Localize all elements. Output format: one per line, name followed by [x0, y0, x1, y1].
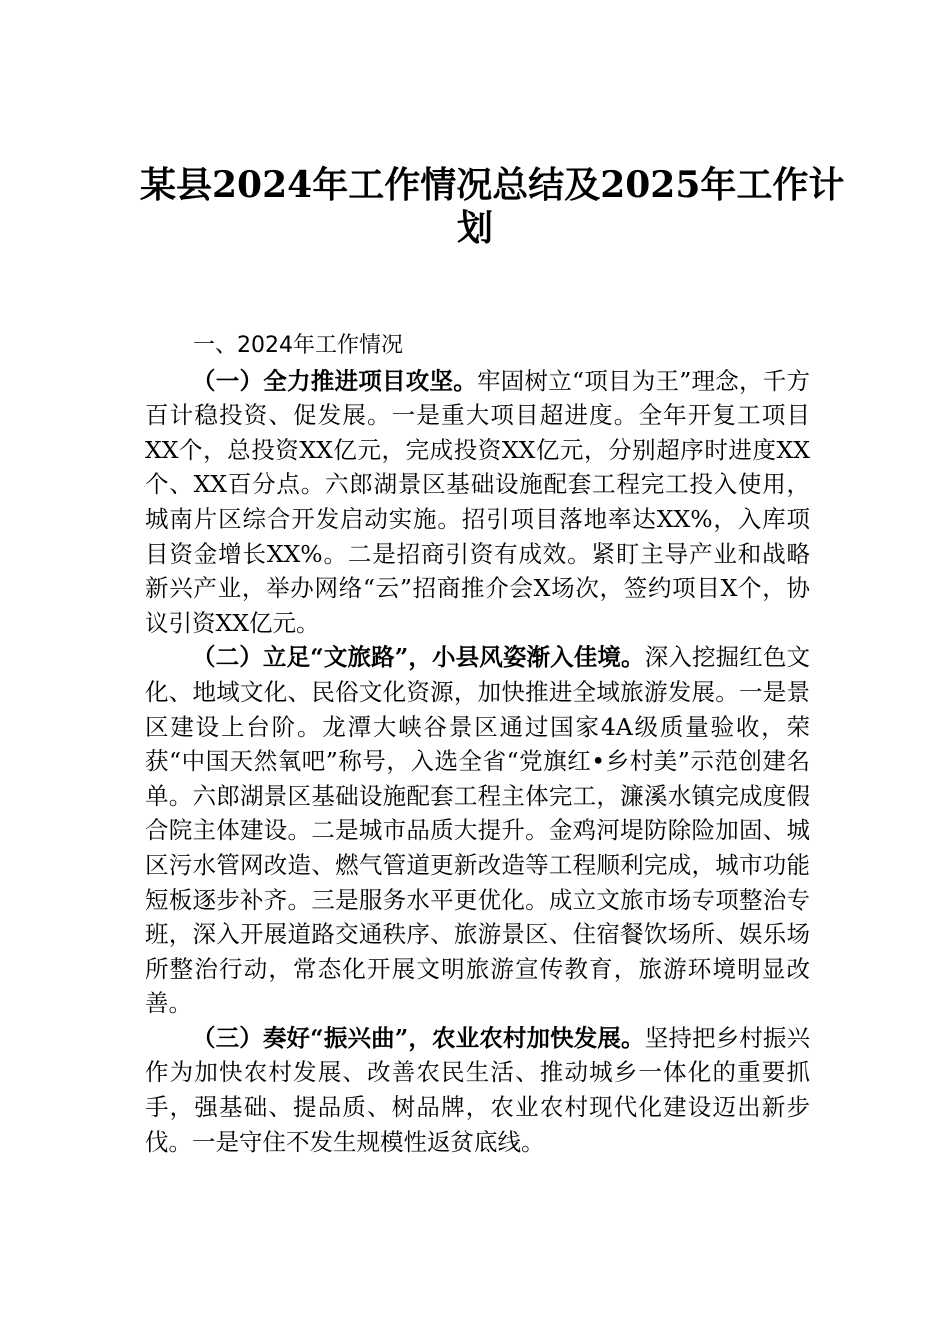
- paragraph-2-lead: （二）立足“文旅路”，小县风姿渐入佳境。: [192, 643, 645, 672]
- document-title-line-2: 划: [456, 207, 493, 249]
- paragraph-3-body: 坚持把乡村振兴作为加快农村发展、改善农民生活、推动城乡一体化的重要抓手，强基础、提品质、树品牌，农业农村现代化建设迈出新步伐。一是守住不发生规模性返贫底线。: [145, 1023, 810, 1156]
- section-heading: 一、2024年工作情况: [193, 333, 403, 358]
- paragraph-2: [145, 640, 810, 1021]
- document-body: [145, 329, 810, 1159]
- paragraph-1-lead: （一）全力推进项目攻坚。: [192, 366, 477, 395]
- paragraph-1-body: 牢固树立“项目为王”理念，千方百计稳投资、促发展。一是重大项目超进度。全年开复工项目XX个，总投资XX亿元，完成投资XX亿元，分别超序时进度XX个、XX百分点。六郎湖景区基础设施配套工程完工投入使用，城南片区综合开发启动实施。招引项目落地率达XX%，入库项目资金增长XX%。二是招商引资有成效。紧盯主导产业和战略新兴产业，举办网络“云”招商推介会X场次，签约项目X个，协议引资XX亿元。: [145, 366, 811, 637]
- paragraph-2-body: 深入挖掘红色文化、地域文化、民俗文化资源，加快推进全域旅游发展。一是景区建设上台阶。龙潭大峡谷景区通过国家4A级质量验收，荣获“中国天然氧吧”称号，入选全省“党旗红•乡村美”示范创建名单。六郎湖景区基础设施配套工程主体完工，濂溪水镇完成度假合院主体建设。二是城市品质大提升。金鸡河堤防除险加固、城区污水管网改造、燃气管道更新改造等工程顺利完成，城市功能短板逐步补齐。三是服务水平更优化。成立文旅市场专项整治专班，深入开展道路交通秩序、旅游景区、住宿餐饮场所、娱乐场所整治行动，常态化开展文明旅游宣传教育，旅游环境明显改善。: [145, 643, 810, 1018]
- paragraph-3-lead: （三）奏好“振兴曲”，农业农村加快发展。: [192, 1023, 645, 1052]
- paragraph-1: [145, 364, 810, 641]
- paragraph-3: [145, 1021, 810, 1159]
- document-title-line-1: 某县2024年工作情况总结及2025年工作计: [140, 164, 845, 206]
